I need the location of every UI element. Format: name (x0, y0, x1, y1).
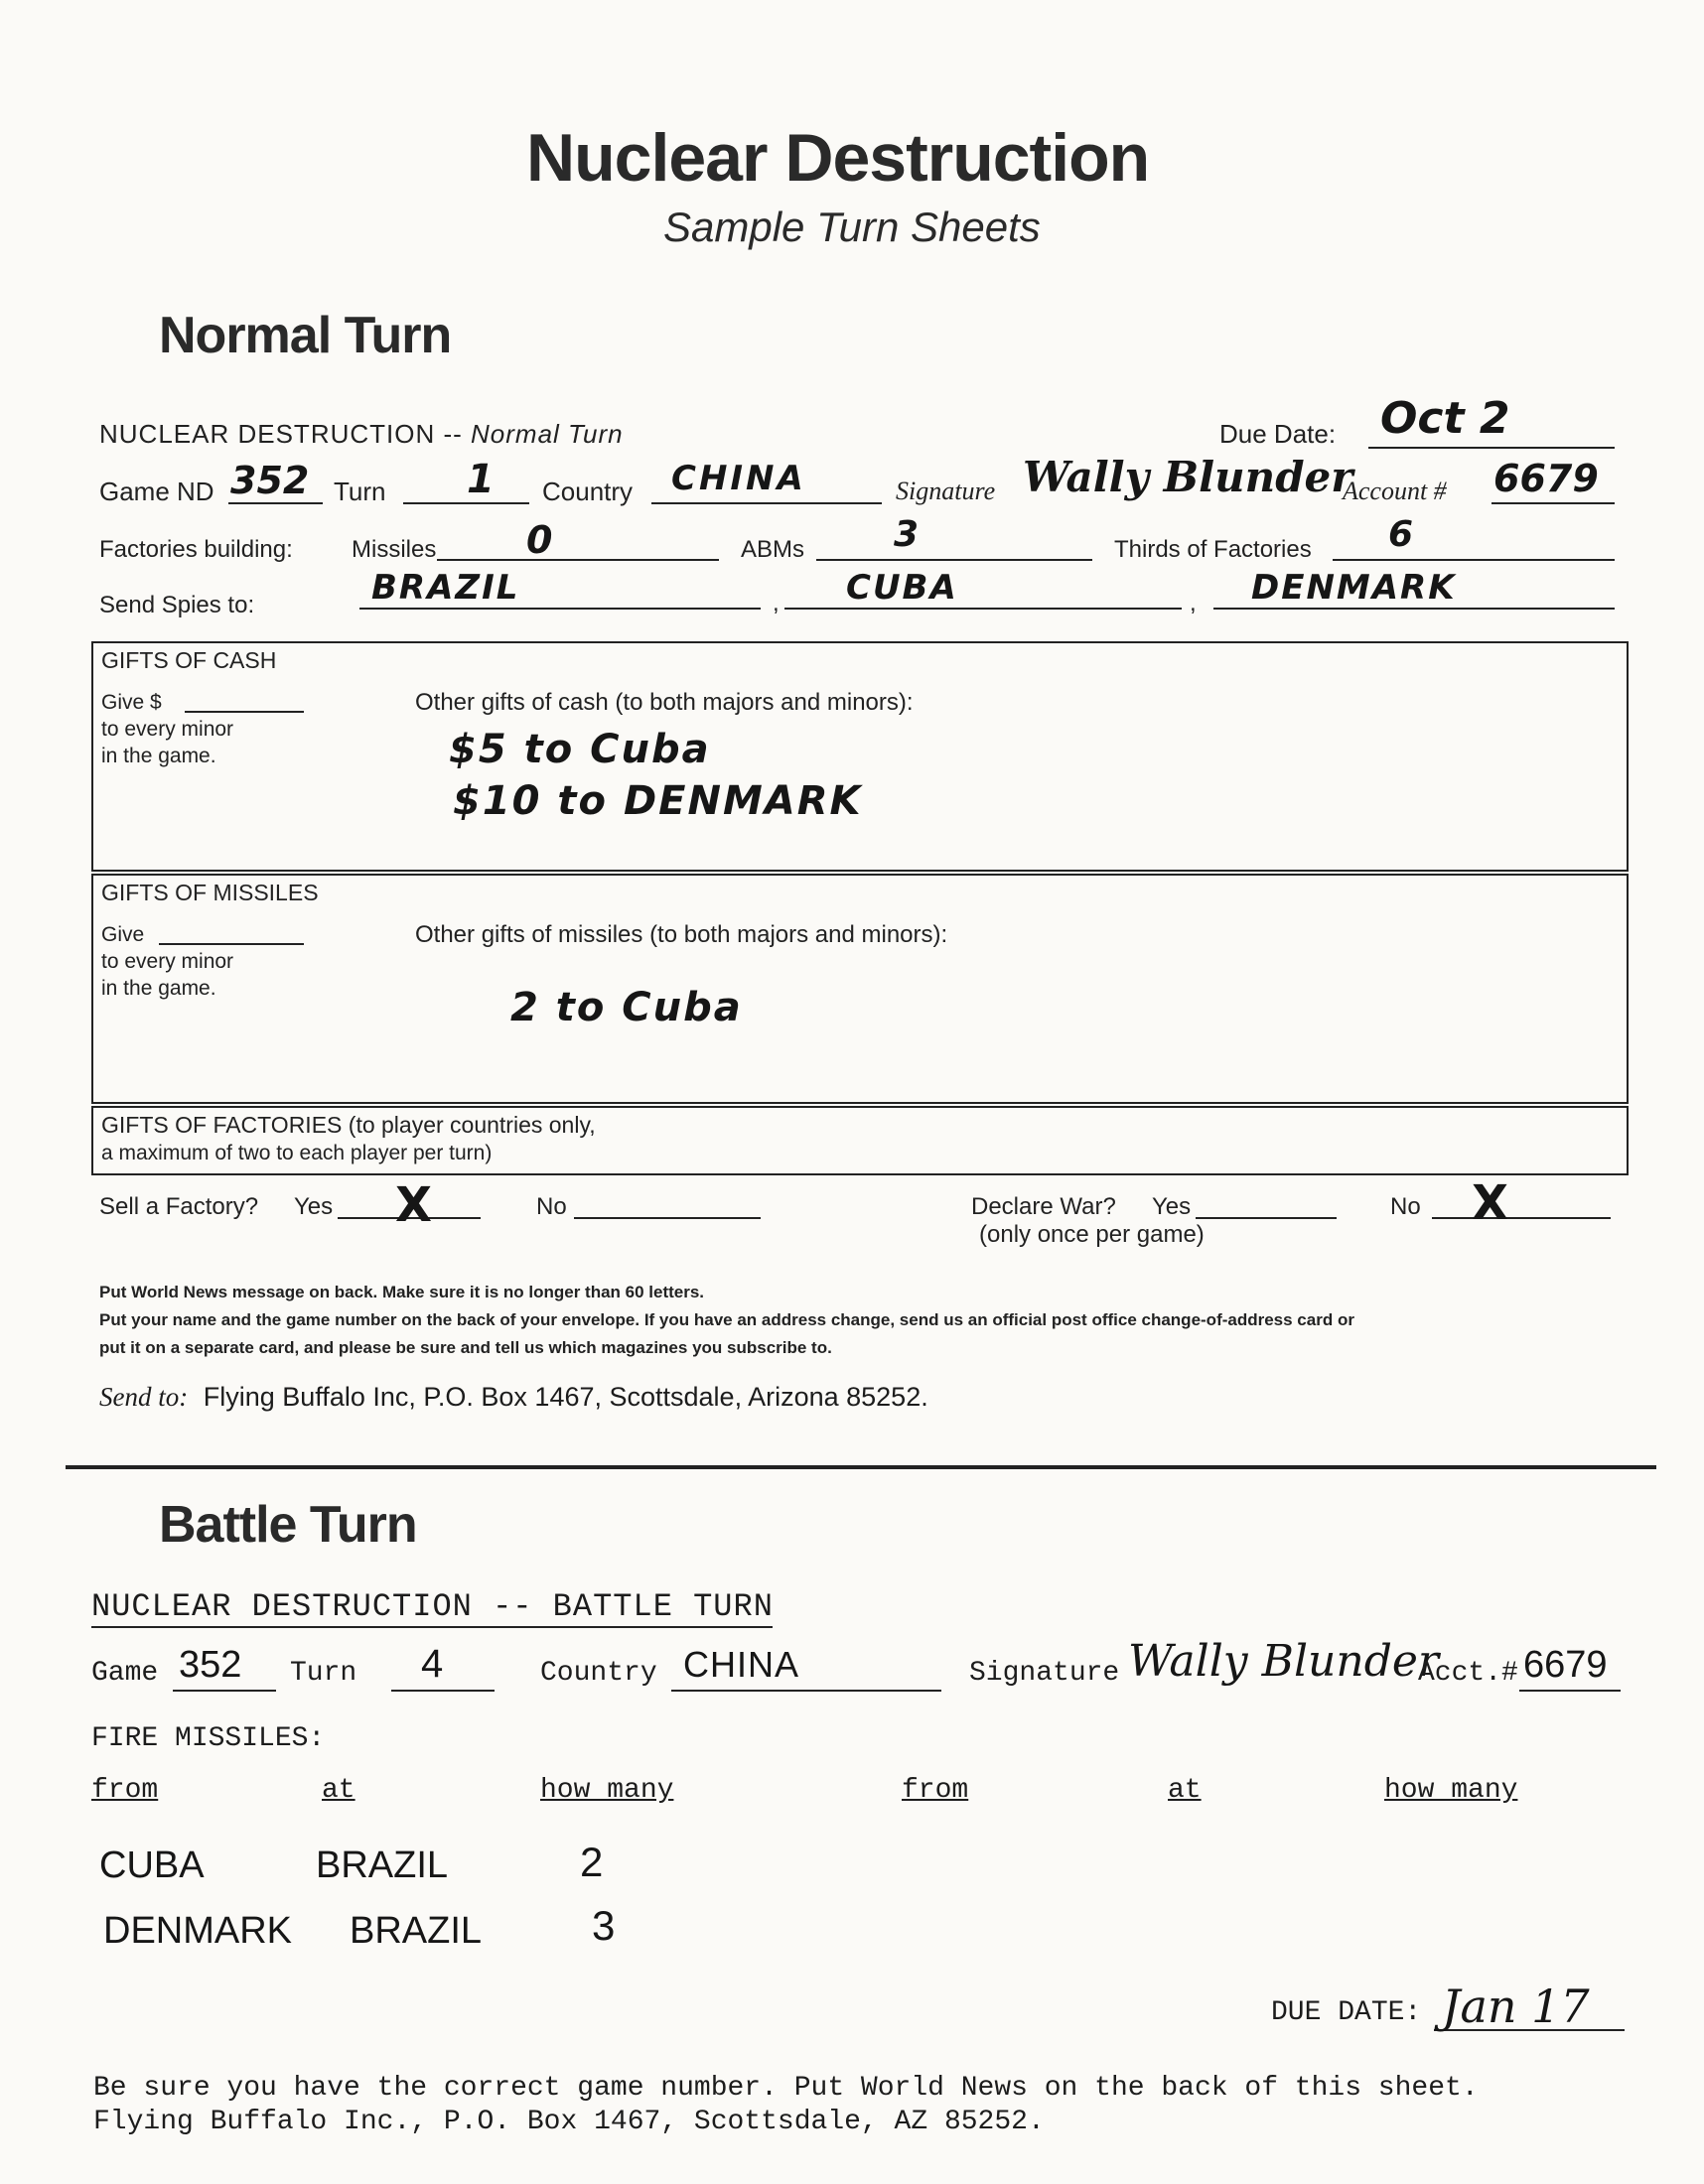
send-spies-label: Send Spies to: (99, 592, 255, 618)
abms-line (816, 559, 1092, 561)
normal-country-label: Country (542, 477, 634, 506)
declare-war-note: (only once per game) (979, 1221, 1205, 1248)
battle-game-label: Game (91, 1658, 159, 1689)
normal-signature-value: Wally Blunder (1023, 453, 1353, 501)
battle-turn-label: Turn (290, 1658, 357, 1689)
normal-game-line (228, 502, 323, 504)
col-from-1: from (91, 1775, 159, 1806)
col-how-many-1: how many (540, 1775, 674, 1806)
send-to-address: Flying Buffalo Inc, P.O. Box 1467, Scottsdale, Arizona 85252. (203, 1382, 928, 1412)
battle-turn-heading: Battle Turn (159, 1496, 417, 1554)
battle-country-value: CHINA (683, 1644, 800, 1685)
spy-comma-1: , (773, 590, 780, 616)
gifts-of-missiles-title: GIFTS OF MISSILES (101, 880, 319, 905)
normal-form-title (99, 419, 624, 450)
sell-factory-label: Sell a Factory? (99, 1193, 259, 1220)
war-no-line (1432, 1217, 1611, 1219)
gifts-of-factories-line2: a maximum of two to each player per turn) (101, 1142, 493, 1164)
spy-comma-2: , (1190, 590, 1197, 616)
normal-turn-label: Turn (334, 477, 386, 506)
cash-give-line2: in the game. (101, 745, 216, 767)
missiles-give-line2: in the game. (101, 977, 216, 1000)
sell-no-label: No (536, 1193, 567, 1220)
page-subtitle: Sample Turn Sheets (663, 204, 1041, 250)
thirds-value: 6 (1388, 514, 1414, 555)
missiles-line (437, 559, 719, 561)
battle-due-date-value: Jan 17 (1442, 1979, 1590, 2033)
battle-due-date-label: DUE DATE: (1271, 1997, 1422, 2028)
battle-acct-line (1519, 1690, 1621, 1692)
battle-acct-label: Acct.# (1418, 1658, 1518, 1689)
missiles-give-line1: to every minor (101, 950, 234, 973)
col-how-many-2: how many (1384, 1775, 1518, 1806)
fire-row-2-at: BRAZIL (350, 1910, 483, 1952)
send-to-label: Send to: (99, 1382, 189, 1412)
normal-due-date-value: Oct 2 (1380, 393, 1510, 444)
battle-country-label: Country (540, 1658, 657, 1689)
battle-turn-value: 4 (421, 1642, 444, 1686)
instruction-line-2: Put your name and the game number on the back of your envelope. If you have an address change, send us an official post office change-of-address card or (99, 1310, 1354, 1329)
page-title: Nuclear Destruction (526, 120, 1150, 196)
war-no-label: No (1390, 1193, 1421, 1220)
fire-row-2-from: DENMARK (103, 1910, 293, 1952)
thirds-label: Thirds of Factories (1114, 536, 1312, 563)
normal-account-line (1491, 502, 1615, 504)
col-at-2: at (1168, 1775, 1202, 1806)
battle-country-line (671, 1690, 941, 1692)
normal-turn-value: 1 (467, 457, 495, 502)
sell-yes-mark: X (395, 1177, 433, 1233)
normal-turn-line (403, 502, 529, 504)
missiles-give-label: Give (101, 923, 145, 946)
normal-due-date-label: Due Date: (1219, 419, 1337, 449)
missiles-value: 0 (526, 518, 553, 562)
gifts-of-factories-title-text: GIFTS OF FACTORIES (101, 1112, 343, 1138)
spy-target-3: DENMARK (1251, 568, 1457, 608)
missiles-give-line (159, 943, 304, 945)
battle-acct-value: 6679 (1523, 1644, 1608, 1686)
normal-game-value: 352 (230, 459, 310, 502)
abms-label: ABMs (741, 536, 805, 563)
battle-game-line (173, 1690, 276, 1692)
gifts-of-cash-box (91, 641, 1629, 872)
battle-game-value: 352 (179, 1644, 242, 1686)
spy-line-1 (359, 608, 761, 610)
missiles-entry-1: 2 to Cuba (510, 985, 743, 1030)
normal-form-title-text: NUCLEAR DESTRUCTION -- (99, 419, 463, 449)
war-no-mark: X (1472, 1175, 1509, 1231)
normal-turn-heading: Normal Turn (159, 307, 452, 364)
cash-give-line1: to every minor (101, 718, 234, 741)
fire-row-1-how-many: 2 (580, 1839, 604, 1885)
fire-row-2-how-many: 3 (592, 1902, 616, 1949)
gifts-of-missiles-box (91, 874, 1629, 1104)
normal-country-line (651, 502, 882, 504)
missiles-other-label: Other gifts of missiles (to both majors and minors): (415, 921, 948, 948)
spy-target-1: BRAZIL (371, 568, 520, 608)
normal-game-label: Game ND (99, 477, 214, 506)
battle-turn-line (391, 1690, 495, 1692)
factories-building-label: Factories building: (99, 536, 293, 563)
missiles-label: Missiles (352, 536, 437, 563)
normal-form-title-italic: Normal Turn (471, 419, 624, 449)
gifts-of-factories-title-note: (to player countries only, (348, 1112, 596, 1138)
abms-value: 3 (894, 514, 920, 555)
sell-no-line (574, 1217, 761, 1219)
declare-war-label: Declare War? (971, 1193, 1116, 1220)
fire-row-1-at: BRAZIL (316, 1844, 449, 1886)
normal-account-label: Account # (1343, 477, 1447, 505)
battle-signature-label: Signature (969, 1658, 1120, 1689)
battle-footer-line-2: Flying Buffalo Inc., P.O. Box 1467, Scottsdale, AZ 85252. (93, 2107, 1045, 2137)
sell-yes-label: Yes (294, 1193, 334, 1220)
fire-missiles-label: FIRE MISSILES: (91, 1723, 326, 1754)
instruction-line-3: put it on a separate card, and please be sure and tell us which magazines you subscribe to. (99, 1338, 832, 1357)
cash-other-label: Other gifts of cash (to both majors and minors): (415, 689, 914, 716)
battle-form-title: NUCLEAR DESTRUCTION -- BATTLE TURN (91, 1588, 774, 1625)
section-divider (66, 1465, 1656, 1469)
thirds-line (1333, 559, 1615, 561)
fire-row-1-from: CUBA (99, 1844, 205, 1886)
battle-form-title-line (91, 1626, 773, 1628)
cash-give-line (185, 711, 304, 713)
spy-target-2: CUBA (846, 568, 958, 608)
war-yes-line (1196, 1217, 1337, 1219)
spy-line-3 (1213, 608, 1615, 610)
instruction-line-1: Put World News message on back. Make sure it is no longer than 60 letters. (99, 1283, 705, 1301)
cash-entry-1: $5 to Cuba (449, 727, 711, 772)
cash-entry-2: $10 to DENMARK (453, 778, 863, 824)
col-from-2: from (902, 1775, 969, 1806)
gifts-of-factories-box (91, 1106, 1629, 1175)
normal-due-date-line (1368, 447, 1615, 449)
spy-line-2 (784, 608, 1182, 610)
normal-signature-label: Signature (896, 477, 996, 505)
war-yes-label: Yes (1152, 1193, 1192, 1220)
col-at-1: at (322, 1775, 355, 1806)
cash-give-label: Give $ (101, 691, 162, 714)
normal-account-value: 6679 (1493, 457, 1599, 500)
battle-signature-value: Wally Blunder (1128, 1636, 1439, 1687)
gifts-of-factories-title (101, 1112, 596, 1139)
normal-country-value: CHINA (671, 459, 806, 498)
battle-footer-line-1: Be sure you have the correct game number. Put World News on the back of this sheet. (93, 2073, 1479, 2104)
send-to (99, 1382, 928, 1413)
gifts-of-cash-title: GIFTS OF CASH (101, 647, 277, 673)
